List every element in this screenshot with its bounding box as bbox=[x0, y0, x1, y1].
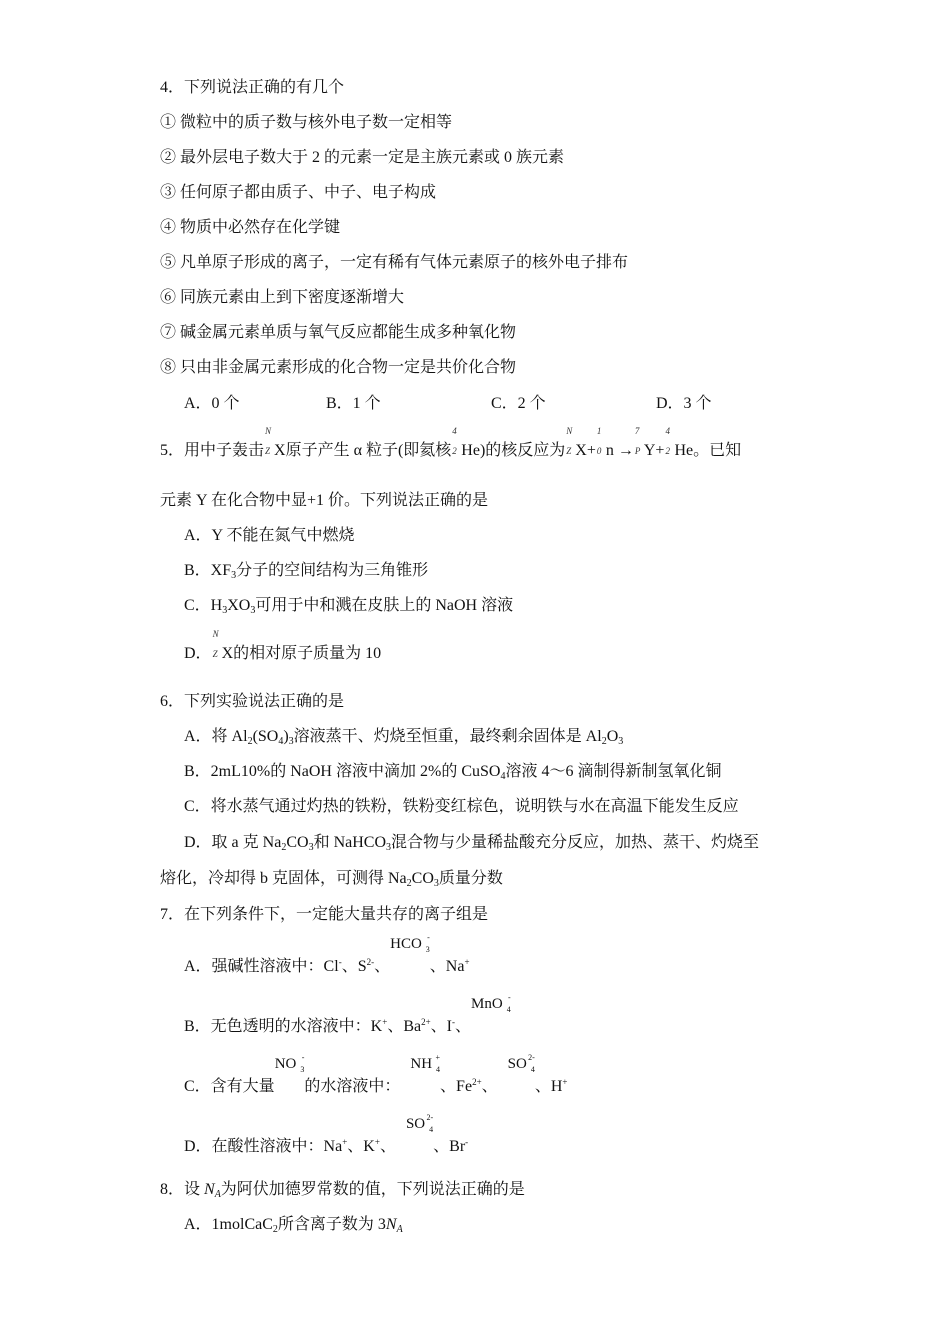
q4-statement-4: ④ 物质中必然存在化学键 bbox=[160, 219, 341, 236]
q5-option-c[interactable]: C．$H_3XO_3$可用于中和溅在皮肤上的 NaOH 溶液 bbox=[184, 597, 514, 616]
ion-formula: NO - 3 bbox=[274, 1053, 305, 1074]
q5-option-d[interactable]: D． N Z X的相对原子质量为 10 bbox=[184, 629, 382, 662]
q4-statement-6: ⑥ 同族元素由上到下密度逐渐增大 bbox=[160, 289, 405, 306]
q6-option-a[interactable]: A．将 $Al_2(SO_4)_3$溶液蒸干、灼烧至恒重，最终剩余固体是 $Al_2O_3$ bbox=[184, 728, 624, 747]
ion-formula: SO 2- 4 bbox=[507, 1053, 535, 1074]
q7-option-b[interactable]: B．无色透明的水溶液中：K+、$Ba^{2+}$、I-、MnO - 4 bbox=[184, 993, 511, 1035]
q4-option-a[interactable]: A．0 个 bbox=[184, 395, 240, 412]
q4-statement-3: ③ 任何原子都由质子、中子、电子构成 bbox=[160, 184, 437, 201]
q4-statement-7: ⑦ 碱金属元素单质与氧气反应都能生成多种氧化物 bbox=[160, 324, 517, 341]
q5-stem-line2: 元素 Y 在化合物中显+1 价。下列说法正确的是 bbox=[160, 492, 488, 509]
q4-statement-2: ② 最外层电子数大于 2 的元素一定是主族元素或 0 族元素 bbox=[160, 149, 565, 166]
q6-option-d-line2: 熔化，冷却得 b 克固体，可测得 $Na_2CO_3$质量分数 bbox=[160, 870, 503, 889]
ion-formula: NH + 4 bbox=[410, 1053, 441, 1074]
q4-option-c[interactable]: C．2 个 bbox=[491, 395, 546, 412]
q6-option-c[interactable]: C．将水蒸气通过灼热的铁粉，铁粉变红棕色，说明铁与水在高温下能发生反应 bbox=[184, 798, 739, 815]
ion-formula: SO 2- 4 bbox=[405, 1113, 434, 1134]
q7-title: 7．在下列条件下，一定能大量共存的离子组是 bbox=[160, 906, 489, 923]
ion-formula: HCO - 3 bbox=[390, 933, 430, 954]
q4-statement-8: ⑧ 只由非金属元素形成的化合物一定是共价化合物 bbox=[160, 359, 517, 376]
q7-option-c[interactable]: C．含有大量NO - 3 的水溶液中：NH + 4 、$Fe^{2+}$、SO 2- 4 、H+ bbox=[184, 1053, 568, 1095]
ion-formula: MnO - 4 bbox=[471, 993, 511, 1014]
q4-title: 4．下列说法正确的有几个 bbox=[160, 79, 345, 96]
q5-option-b[interactable]: B．$XF_3$分子的空间结构为三角锥形 bbox=[184, 562, 429, 581]
q6-title: 6．下列实验说法正确的是 bbox=[160, 693, 345, 710]
q4-option-b[interactable]: B．1 个 bbox=[326, 395, 381, 412]
q4-statement-1: ① 微粒中的质子数与核外电子数一定相等 bbox=[160, 114, 453, 131]
q7-option-d[interactable]: D．在酸性溶液中：Na+、K+、SO 2- 4 、Br- bbox=[184, 1113, 469, 1155]
q4-statement-5: ⑤ 凡单原子形成的离子，一定有稀有气体元素原子的核外电子排布 bbox=[160, 254, 629, 271]
nuclide-symbol: N Z bbox=[265, 426, 272, 456]
q8-option-a[interactable]: A．1molCaC$_2$所含离子数为 $3N_A$ bbox=[184, 1216, 403, 1235]
q8-title: 8．设 $N_A$为阿伏加德罗常数的值，下列说法正确的是 bbox=[160, 1181, 525, 1200]
q7-option-a[interactable]: A．强碱性溶液中：Cl-、$S^{2-}$、HCO - 3 、Na+ bbox=[184, 933, 470, 975]
q5-option-a[interactable]: A．Y 不能在氮气中燃烧 bbox=[184, 527, 355, 544]
q4-option-d[interactable]: D．3 个 bbox=[656, 395, 712, 412]
q6-option-b[interactable]: B．2mL10%的 NaOH 溶液中滴加 2%的 CuSO$_4$溶液 4～6 滴制得新制氢氧化铜 bbox=[184, 763, 722, 782]
q5-stem-line1: 5．用中子轰击 N Z X原子产生 α 粒子(即氦核 4 2 He)的核反应为 N Z X+ 1 0 n → 7 P Y+ 4 2 He。已知 bbox=[160, 426, 742, 459]
q6-option-d-line1[interactable]: D．取 a 克 $Na_2CO_3$和 NaHCO$_3$混合物与少量稀盐酸充分反应，加热、蒸干、灼烧至 bbox=[184, 834, 760, 853]
